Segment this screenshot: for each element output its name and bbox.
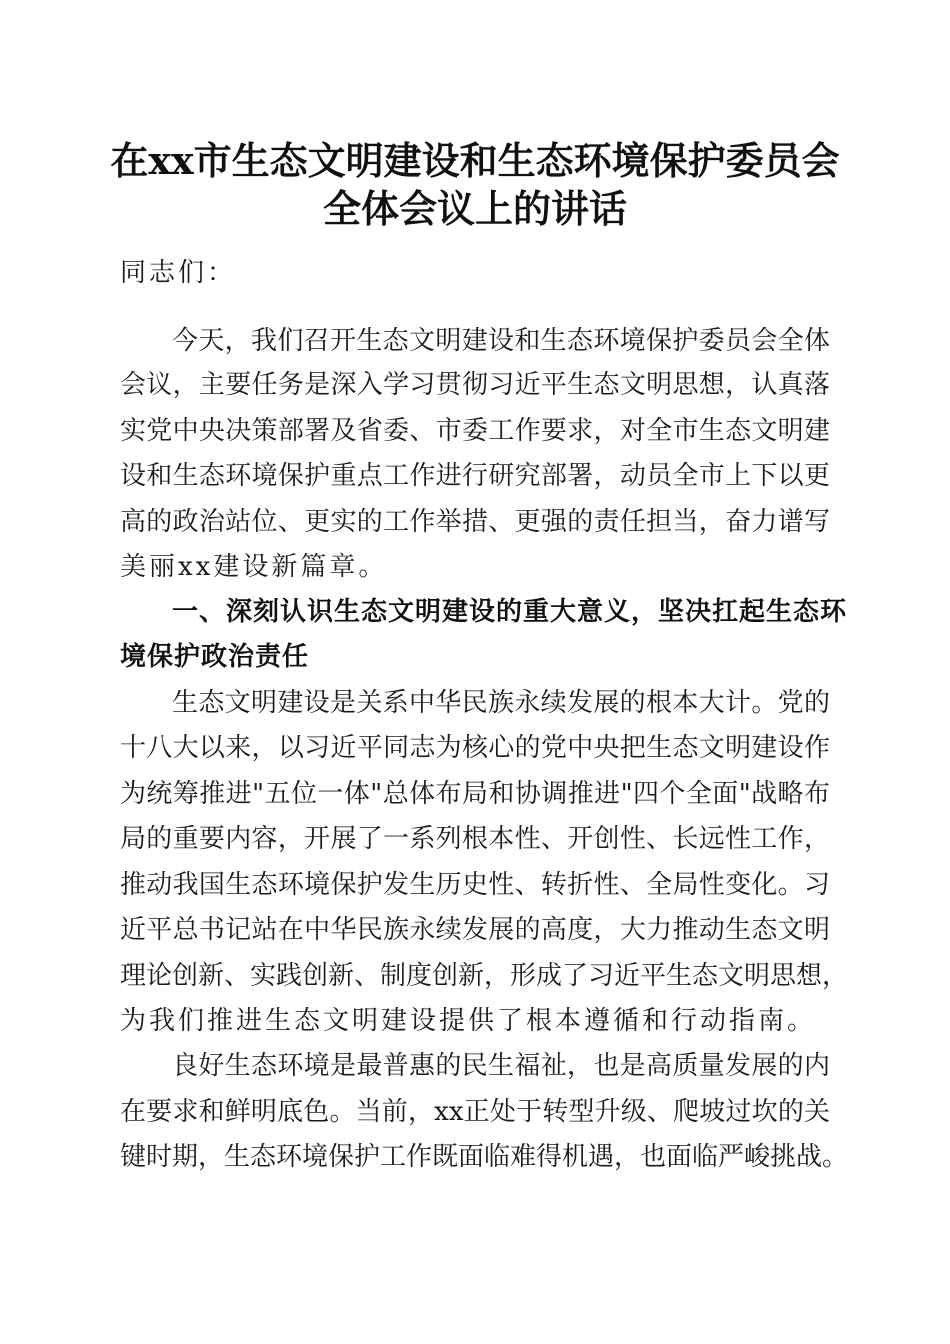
document-title-line-2: 全体会议上的讲话: [322, 186, 627, 231]
body-line: 良好生态环境是最普惠的民生福祉，也是高质量发展的内: [172, 1051, 830, 1081]
body-line: 十八大以来，以习近平同志为核心的党中央把生态文明建设作: [120, 733, 830, 763]
body-line: 在要求和鲜明底色。当前，xx正处于转型升级、爬坡过坎的关: [120, 1097, 830, 1127]
section-heading-line: 一、深刻认识生态文明建设的重大意义，坚决扛起生态环: [172, 597, 848, 627]
body-line: 今天，我们召开生态文明建设和生态环境保护委员会全体: [172, 326, 830, 356]
body-line: 为统筹推进"五位一体"总体布局和协调推进"四个全面"战略布: [120, 779, 830, 809]
body-line: 理论创新、实践创新、制度创新，形成了习近平生态文明思想，: [120, 961, 849, 991]
body-line: 设和生态环境保护重点工作进行研究部署，动员全市上下以更: [120, 461, 830, 491]
body-line: 实党中央决策部署及省委、市委工作要求，对全市生态文明建: [120, 416, 830, 446]
body-line: 高的政治站位、更实的工作举措、更强的责任担当，奋力谱写: [120, 507, 830, 537]
section-heading-line: 境保护政治责任: [120, 642, 310, 672]
body-line: 键时期，生态环境保护工作既面临难得机遇，也面临严峻挑战。: [120, 1142, 849, 1172]
body-line: 近平总书记站在中华民族永续发展的高度，大力推动生态文明: [120, 915, 830, 945]
salutation: 同志们：: [120, 258, 237, 288]
document-title-line-1: 在xx市生态文明建设和生态环境保护委员会: [110, 138, 840, 183]
body-line: 为我们推进生态文明建设提供了根本遵循和行动指南。: [120, 1006, 817, 1036]
body-line: 会议，主要任务是深入学习贯彻习近平生态文明思想，认真落: [120, 370, 830, 400]
body-line: 推动我国生态环境保护发生历史性、转折性、全局性变化。习: [120, 870, 830, 900]
body-line: 美丽xx建设新篇章。: [120, 552, 388, 582]
body-line: 局的重要内容，开展了一系列根本性、开创性、长远性工作，: [120, 824, 830, 854]
body-line: 生态文明建设是关系中华民族永续发展的根本大计。党的: [172, 688, 830, 718]
